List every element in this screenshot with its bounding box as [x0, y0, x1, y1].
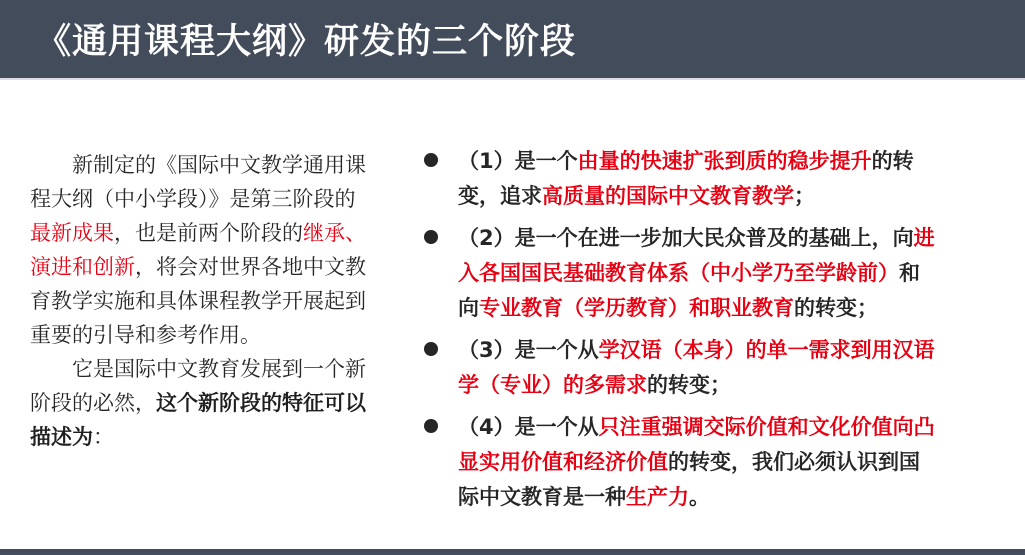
- bullet-highlight: 只注重强调交际价值和文化价值向凸显实用价值和经济价值: [458, 415, 935, 474]
- bullet-dot-icon: [424, 419, 438, 433]
- bold-feature-phrase: 这个新阶段的特征可以描述为: [30, 391, 366, 449]
- bullet-item-3: [420, 333, 940, 403]
- bullet-text: 和向: [458, 261, 920, 320]
- bullet-text: （3）是一个从: [458, 338, 599, 362]
- bullet-dot-icon: [424, 153, 438, 167]
- intro-text: 新制定的《国际中文教学通用课程大纲（中小学段）》是第三阶段的: [30, 153, 366, 211]
- bullet-text: 。: [689, 485, 710, 509]
- title-divider: [0, 78, 1025, 80]
- bullet-text: 的转变，我们必须认识到国际中文教育是一种: [458, 450, 920, 509]
- highlight-inheritance: 继承、演进和创新: [30, 221, 366, 279]
- bullet-highlight: 生产力: [626, 485, 689, 509]
- intro-text: ，也是前两个阶段的: [114, 221, 303, 245]
- bullet-text: 的转变；: [794, 296, 878, 320]
- intro-text: ：: [93, 425, 114, 449]
- bottom-border: [0, 549, 1025, 555]
- stage-bullet-list: [420, 144, 940, 522]
- intro-text: 它是国际中文教育发展到一个新阶段的必然，: [30, 357, 366, 415]
- bullet-dot-icon: [424, 230, 438, 244]
- bullet-highlight: 进入各国国民基础教育体系（中小学乃至学龄前）: [458, 226, 935, 285]
- intro-paragraph-1: [30, 148, 375, 352]
- bullet-text: 的转变；: [647, 373, 731, 397]
- bullet-dot-icon: [424, 342, 438, 356]
- bullet-text: 的转变，追求: [458, 149, 914, 208]
- bullet-text: （1）是一个: [458, 149, 578, 173]
- bullet-highlight: 专业教育（学历教育）和职业教育: [479, 296, 794, 320]
- bullet-highlight: 高质量的国际中文教育教学: [542, 184, 794, 208]
- bullet-item-2: [420, 221, 940, 326]
- intro-paragraph-2: [30, 352, 375, 454]
- bullet-item-4: [420, 410, 940, 515]
- bullet-highlight: 学汉语（本身）的单一需求到用汉语学（专业）的多需求: [458, 338, 935, 397]
- bullet-highlight: 由量的快速扩张到质的稳步提升: [577, 149, 872, 173]
- title-bar: [0, 0, 1025, 78]
- intro-text: ，将会对世界各地中文教育教学实施和具体课程教学开展起到重要的引导和参考作用。: [30, 255, 366, 347]
- bullet-text: ；: [794, 184, 815, 208]
- slide-title: 《通用课程大纲》研发的三个阶段: [36, 22, 577, 62]
- bullet-text: （2）是一个在进一步加大民众普及的基础上，向: [458, 226, 914, 250]
- intro-text-block: [30, 148, 375, 454]
- bullet-text: （4）是一个从: [458, 415, 599, 439]
- bullet-item-1: [420, 144, 940, 214]
- highlight-latest-result: 最新成果: [30, 221, 114, 245]
